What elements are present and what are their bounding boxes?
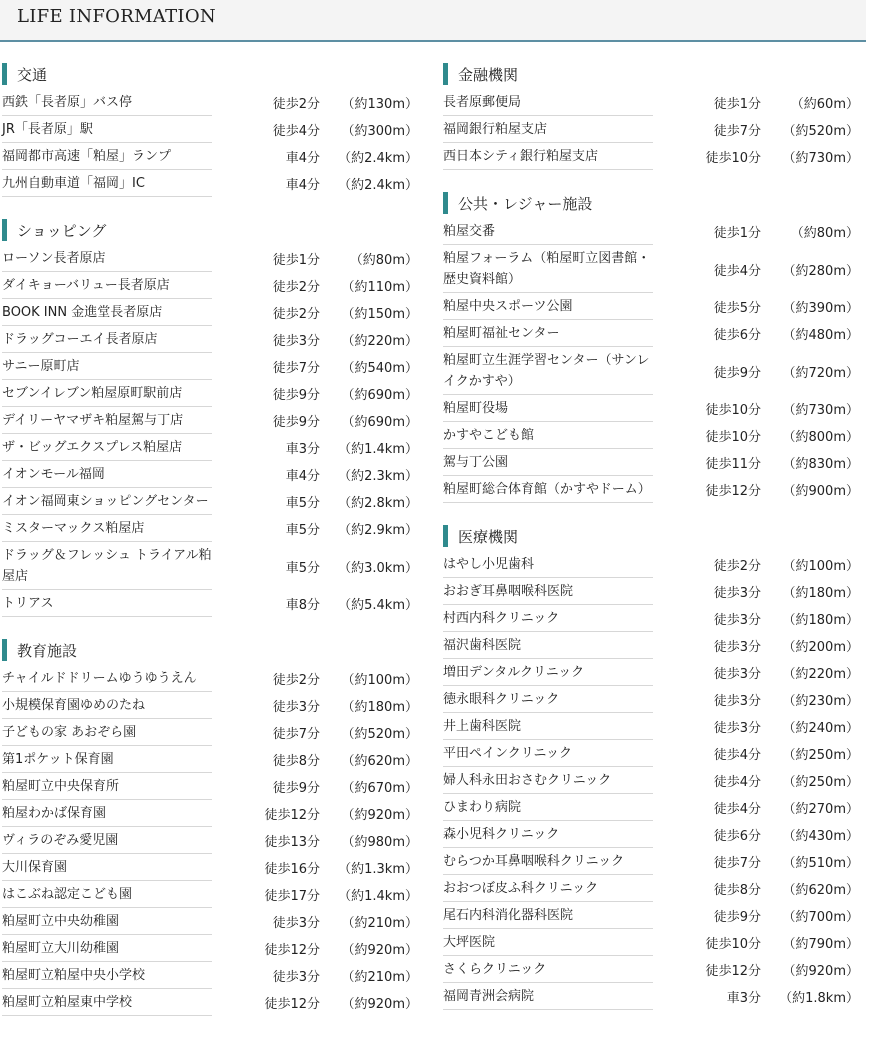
distance: （約700m） — [782, 910, 859, 925]
distance: （約720m） — [782, 365, 859, 381]
distance: （約210m） — [341, 970, 418, 985]
distance: （約220m） — [782, 667, 859, 682]
travel-time: 徒歩1分 — [713, 226, 761, 241]
travel-time: 徒歩10分 — [705, 151, 761, 166]
facility-name: 村西内科クリニック — [443, 605, 653, 632]
facility-row — [443, 347, 861, 395]
distance: （約480m） — [782, 328, 859, 343]
distance: （約2.9km） — [338, 523, 418, 538]
facility-name: 福岡銀行粕屋支店 — [443, 116, 653, 143]
distance: （約670m） — [341, 781, 418, 796]
facility-row — [443, 116, 861, 143]
distance: （約690m） — [341, 388, 418, 403]
facility-row — [443, 89, 861, 116]
distance: （約920m） — [782, 964, 859, 979]
distance: （約900m） — [782, 484, 859, 499]
travel-time: 徒歩12分 — [264, 997, 320, 1012]
facility-row — [2, 854, 420, 881]
facility-row — [443, 929, 861, 956]
facility-name: 婦人科永田おさむクリニック — [443, 767, 653, 794]
travel-time: 徒歩9分 — [713, 365, 761, 381]
facility-name: 粕屋町福祉センター — [443, 320, 653, 347]
distance: （約920m） — [341, 943, 418, 958]
travel-time: 徒歩17分 — [264, 889, 320, 904]
facility-name: ダイキョーバリュー長者原店 — [2, 272, 212, 299]
distance: （約520m） — [341, 727, 418, 742]
travel-time: 徒歩10分 — [705, 937, 761, 952]
distance: （約300m） — [341, 124, 418, 139]
facility-row — [443, 422, 861, 449]
facility-name: ドラッグ＆フレッシュ トライアル粕屋店 — [2, 542, 212, 590]
category-title: ショッピング — [17, 221, 107, 240]
facility-name: 粕屋町立粕屋東中学校 — [2, 989, 212, 1016]
facility-row — [443, 767, 861, 794]
facility-row — [443, 578, 861, 605]
facility-name: 小規模保育園ゆめのたね — [2, 692, 212, 719]
category-marker — [2, 639, 7, 661]
travel-time: 車5分 — [285, 523, 320, 538]
travel-time: 徒歩3分 — [272, 700, 320, 715]
facility-row — [2, 773, 420, 800]
distance: （約180m） — [341, 700, 418, 715]
travel-time: 徒歩3分 — [272, 916, 320, 931]
category-title: 金融機関 — [458, 65, 519, 84]
facility-row — [2, 989, 420, 1016]
facility-row — [443, 983, 861, 1010]
travel-time: 徒歩2分 — [272, 280, 320, 295]
facility-name: 粕屋フォーラム（粕屋町立図書館・歴史資料館） — [443, 245, 653, 293]
facility-row — [443, 218, 861, 245]
travel-time: 徒歩4分 — [713, 802, 761, 817]
category-header — [443, 62, 861, 86]
facility-name: 粕屋町立粕屋中央小学校 — [2, 962, 212, 989]
facility-name: 第1ポケット保育園 — [2, 746, 212, 773]
facility-row — [2, 353, 420, 380]
facility-row — [443, 293, 861, 320]
facility-row — [2, 380, 420, 407]
travel-time: 徒歩2分 — [713, 559, 761, 574]
distance: （約60m） — [790, 97, 859, 112]
facility-name: トリアス — [2, 590, 212, 617]
facility-name: ミスターマックス粕屋店 — [2, 515, 212, 542]
distance: （約180m） — [782, 613, 859, 628]
facility-row — [443, 395, 861, 422]
facility-row — [443, 449, 861, 476]
facility-row — [443, 476, 861, 503]
facility-row — [2, 719, 420, 746]
distance: （約2.3km） — [338, 469, 418, 484]
travel-time: 徒歩3分 — [713, 640, 761, 655]
travel-time: 徒歩3分 — [713, 613, 761, 628]
facility-row — [2, 935, 420, 962]
travel-time: 徒歩3分 — [713, 694, 761, 709]
travel-time: 車8分 — [285, 598, 320, 613]
facility-name: ローソン長者原店 — [2, 245, 212, 272]
travel-time: 徒歩8分 — [713, 883, 761, 898]
category-section — [443, 191, 861, 503]
facility-row — [2, 89, 420, 116]
distance: （約1.4km） — [338, 442, 418, 457]
distance: （約270m） — [782, 802, 859, 817]
page-title: LIFE INFORMATION — [17, 6, 216, 27]
travel-time: 徒歩3分 — [713, 721, 761, 736]
distance: （約230m） — [782, 694, 859, 709]
travel-time: 徒歩1分 — [272, 253, 320, 268]
distance: （約510m） — [782, 856, 859, 871]
facility-row — [443, 245, 861, 293]
facility-row — [443, 848, 861, 875]
travel-time: 徒歩4分 — [713, 775, 761, 790]
facility-name: ひまわり病院 — [443, 794, 653, 821]
travel-time: 徒歩13分 — [264, 835, 320, 850]
distance: （約980m） — [341, 835, 418, 850]
facility-name: 増田デンタルクリニック — [443, 659, 653, 686]
category-section — [2, 218, 420, 617]
facility-row — [443, 605, 861, 632]
facility-row — [2, 908, 420, 935]
facility-row — [443, 956, 861, 983]
facility-name: イオン福岡東ショッピングセンター — [2, 488, 212, 515]
facility-name: 尾石内科消化器科医院 — [443, 902, 653, 929]
distance: （約280m） — [782, 263, 859, 279]
distance: （約100m） — [782, 559, 859, 574]
facility-name: 粕屋町立大川幼稚園 — [2, 935, 212, 962]
facility-name: おおぎ耳鼻咽喉科医院 — [443, 578, 653, 605]
facility-row — [2, 407, 420, 434]
facility-row — [2, 299, 420, 326]
facility-name: はこぶね認定こども園 — [2, 881, 212, 908]
facility-name: 福岡都市高速「粕屋」ランプ — [2, 143, 212, 170]
travel-time: 車5分 — [285, 496, 320, 511]
facility-name: イオンモール福岡 — [2, 461, 212, 488]
travel-time: 車4分 — [285, 469, 320, 484]
facility-name: むらつか耳鼻咽喉科クリニック — [443, 848, 653, 875]
category-title: 公共・レジャー施設 — [458, 194, 593, 213]
travel-time: 徒歩3分 — [272, 970, 320, 985]
facility-row — [2, 488, 420, 515]
distance: （約130m） — [341, 97, 418, 112]
facility-name: 粕屋町立中央保育所 — [2, 773, 212, 800]
facility-row — [2, 461, 420, 488]
facility-name: 大坪医院 — [443, 929, 653, 956]
distance: （約540m） — [341, 361, 418, 376]
distance: （約220m） — [341, 334, 418, 349]
distance: （約80m） — [790, 226, 859, 241]
facility-name: おおつぼ皮ふ科クリニック — [443, 875, 653, 902]
facility-name: 九州自動車道「福岡」IC — [2, 170, 212, 197]
category-marker — [2, 63, 7, 85]
facility-row — [443, 902, 861, 929]
facility-row — [2, 170, 420, 197]
facility-name: ザ・ビッグエクスプレス粕屋店 — [2, 434, 212, 461]
facility-name: 徳永眼科クリニック — [443, 686, 653, 713]
travel-time: 徒歩3分 — [713, 586, 761, 601]
travel-time: 徒歩7分 — [272, 361, 320, 376]
facility-name: 長者原郵便局 — [443, 89, 653, 116]
travel-time: 徒歩2分 — [272, 673, 320, 688]
category-header — [2, 218, 420, 242]
category-header — [443, 524, 861, 548]
facility-row — [2, 800, 420, 827]
category-section — [443, 62, 861, 170]
distance: （約920m） — [341, 997, 418, 1012]
distance: （約690m） — [341, 415, 418, 430]
category-marker — [443, 63, 448, 85]
travel-time: 徒歩3分 — [272, 334, 320, 349]
facility-row — [2, 962, 420, 989]
facility-name: デイリーヤマザキ粕屋駕与丁店 — [2, 407, 212, 434]
travel-time: 徒歩4分 — [713, 748, 761, 763]
facility-row — [2, 116, 420, 143]
travel-time: 徒歩7分 — [272, 727, 320, 742]
travel-time: 徒歩5分 — [713, 301, 761, 316]
category-marker — [443, 525, 448, 547]
travel-time: 徒歩2分 — [272, 307, 320, 322]
facility-name: 井上歯科医院 — [443, 713, 653, 740]
category-title: 教育施設 — [17, 641, 78, 660]
travel-time: 車3分 — [285, 442, 320, 457]
travel-time: 徒歩7分 — [713, 856, 761, 871]
distance: （約5.4km） — [338, 598, 418, 613]
travel-time: 徒歩3分 — [713, 667, 761, 682]
facility-name: 粕屋町立中央幼稚園 — [2, 908, 212, 935]
facility-name: ドラッグコーエイ長者原店 — [2, 326, 212, 353]
distance: （約830m） — [782, 457, 859, 472]
travel-time: 徒歩12分 — [705, 484, 761, 499]
travel-time: 徒歩7分 — [713, 124, 761, 139]
facility-name: はやし小児歯科 — [443, 551, 653, 578]
distance: （約390m） — [782, 301, 859, 316]
category-section — [2, 638, 420, 1016]
facility-name: BOOK INN 金進堂長者原店 — [2, 299, 212, 326]
distance: （約800m） — [782, 430, 859, 445]
distance: （約240m） — [782, 721, 859, 736]
facility-row — [443, 551, 861, 578]
distance: （約1.3km） — [338, 862, 418, 877]
facility-row — [2, 542, 420, 590]
facility-row — [2, 590, 420, 617]
distance: （約2.4km） — [338, 151, 418, 166]
distance: （約180m） — [782, 586, 859, 601]
facility-name: 福岡青洲会病院 — [443, 983, 653, 1010]
facility-row — [2, 272, 420, 299]
facility-name: さくらクリニック — [443, 956, 653, 983]
facility-row — [2, 827, 420, 854]
travel-time: 徒歩11分 — [705, 457, 761, 472]
facility-name: 西鉄「長者原」バス停 — [2, 89, 212, 116]
distance: （約250m） — [782, 748, 859, 763]
travel-time: 徒歩4分 — [272, 124, 320, 139]
facility-row — [2, 434, 420, 461]
facility-name: 西日本シティ銀行粕屋支店 — [443, 143, 653, 170]
facility-name: 粕屋わかば保育園 — [2, 800, 212, 827]
facility-row — [443, 821, 861, 848]
travel-time: 徒歩16分 — [264, 862, 320, 877]
travel-time: 徒歩9分 — [272, 415, 320, 430]
facility-name: セブンイレブン粕屋原町駅前店 — [2, 380, 212, 407]
distance: （約1.8km） — [779, 991, 859, 1006]
facility-name: 粕屋中央スポーツ公園 — [443, 293, 653, 320]
facility-name: 駕与丁公園 — [443, 449, 653, 476]
facility-row — [443, 875, 861, 902]
distance: （約150m） — [341, 307, 418, 322]
distance: （約620m） — [782, 883, 859, 898]
facility-name: 森小児科クリニック — [443, 821, 653, 848]
facility-row — [2, 515, 420, 542]
facility-name: ヴィラのぞみ愛児園 — [2, 827, 212, 854]
travel-time: 徒歩2分 — [272, 97, 320, 112]
facility-row — [443, 740, 861, 767]
facility-row — [2, 881, 420, 908]
facility-row — [443, 320, 861, 347]
facility-row — [443, 686, 861, 713]
distance: （約790m） — [782, 937, 859, 952]
category-title: 交通 — [17, 65, 48, 84]
facility-name: 子どもの家 あおぞら園 — [2, 719, 212, 746]
page-header — [0, 0, 866, 42]
travel-time: 車4分 — [285, 151, 320, 166]
facility-row — [2, 746, 420, 773]
facility-row — [2, 143, 420, 170]
facility-name: 粕屋町総合体育館（かすやドーム） — [443, 476, 653, 503]
travel-time: 徒歩6分 — [713, 829, 761, 844]
travel-time: 徒歩1分 — [713, 97, 761, 112]
facility-name: 粕屋町立生涯学習センター（サンレイクかすや） — [443, 347, 653, 395]
facility-row — [443, 659, 861, 686]
category-section — [443, 524, 861, 1010]
category-header — [443, 191, 861, 215]
travel-time: 徒歩9分 — [272, 781, 320, 796]
facility-name: かすやこども館 — [443, 422, 653, 449]
travel-time: 徒歩10分 — [705, 430, 761, 445]
category-header — [2, 638, 420, 662]
facility-name: サニー原町店 — [2, 353, 212, 380]
left-column — [2, 62, 420, 1037]
facility-name: 大川保育園 — [2, 854, 212, 881]
distance: （約520m） — [782, 124, 859, 139]
distance: （約2.4km） — [338, 178, 418, 193]
facility-name: 粕屋交番 — [443, 218, 653, 245]
travel-time: 徒歩4分 — [713, 263, 761, 279]
facility-name: 福沢歯科医院 — [443, 632, 653, 659]
travel-time: 徒歩12分 — [705, 964, 761, 979]
travel-time: 徒歩8分 — [272, 754, 320, 769]
travel-time: 車3分 — [726, 991, 761, 1006]
travel-time: 徒歩6分 — [713, 328, 761, 343]
right-column — [443, 62, 861, 1031]
travel-time: 徒歩12分 — [264, 808, 320, 823]
distance: （約2.8km） — [338, 496, 418, 511]
facility-row — [443, 632, 861, 659]
distance: （約110m） — [341, 280, 418, 295]
distance: （約100m） — [341, 673, 418, 688]
facility-row — [2, 692, 420, 719]
distance: （約3.0km） — [338, 560, 418, 576]
category-section — [2, 62, 420, 197]
facility-row — [2, 665, 420, 692]
distance: （約250m） — [782, 775, 859, 790]
travel-time: 車4分 — [285, 178, 320, 193]
travel-time: 徒歩12分 — [264, 943, 320, 958]
category-header — [2, 62, 420, 86]
facility-name: チャイルドドリームゆうゆうえん — [2, 665, 212, 692]
facility-row — [443, 794, 861, 821]
distance: （約920m） — [341, 808, 418, 823]
category-marker — [443, 192, 448, 214]
travel-time: 車5分 — [285, 560, 320, 576]
facility-row — [443, 143, 861, 170]
distance: （約730m） — [782, 151, 859, 166]
facility-row — [443, 713, 861, 740]
distance: （約730m） — [782, 403, 859, 418]
facility-name: 粕屋町役場 — [443, 395, 653, 422]
category-marker — [2, 219, 7, 241]
distance: （約1.4km） — [338, 889, 418, 904]
distance: （約200m） — [782, 640, 859, 655]
facility-name: JR「長者原」駅 — [2, 116, 212, 143]
facility-row — [2, 326, 420, 353]
facility-row — [2, 245, 420, 272]
travel-time: 徒歩9分 — [713, 910, 761, 925]
distance: （約620m） — [341, 754, 418, 769]
category-title: 医療機関 — [458, 527, 519, 546]
facility-name: 平田ペインクリニック — [443, 740, 653, 767]
travel-time: 徒歩9分 — [272, 388, 320, 403]
distance: （約210m） — [341, 916, 418, 931]
travel-time: 徒歩10分 — [705, 403, 761, 418]
distance: （約430m） — [782, 829, 859, 844]
distance: （約80m） — [349, 253, 418, 268]
